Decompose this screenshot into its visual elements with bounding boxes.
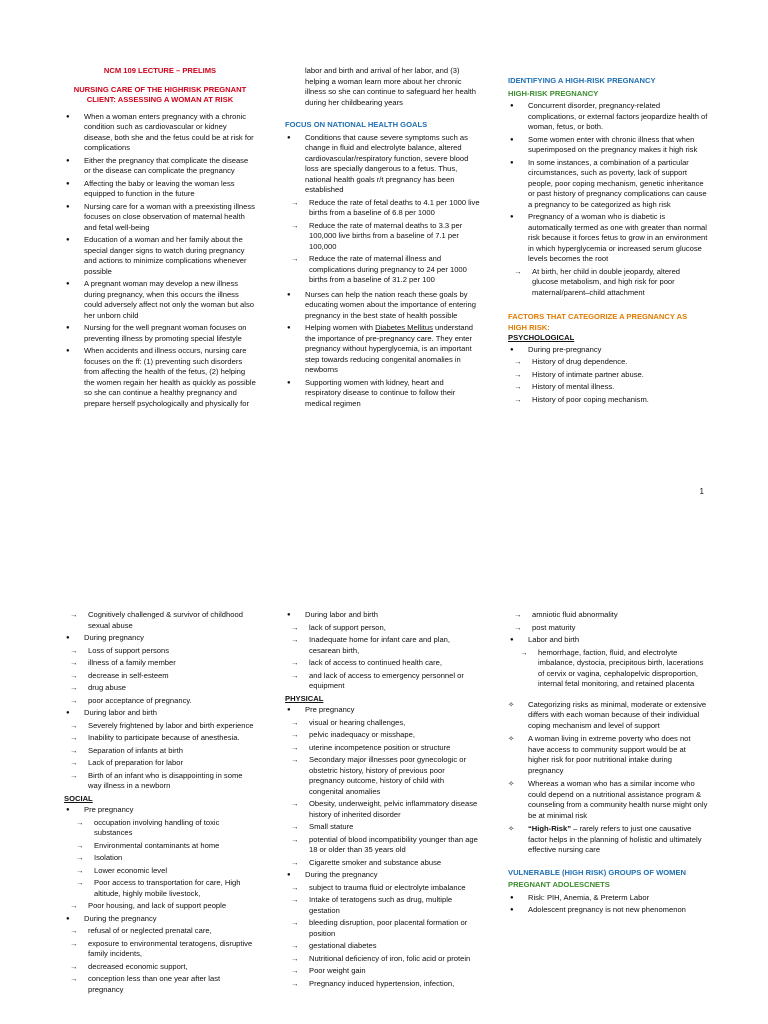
arrow-item: → exposure to environmental teratogens, disruptive family incidents,	[64, 939, 256, 960]
arrow-item: → illness of a family member	[64, 658, 256, 669]
list-item: ● Supporting women with kidney, heart and respiratory disease to continue to follow their medical regimen	[285, 378, 480, 410]
arrow-item: → hemorrhage, faction, fluid, and electrolyte imbalance, dystocia, precipitous birth, lacerations of cervix or vagina, cephalopelvic disproportion, internal fetal monitoring, and retained placenta	[508, 648, 708, 690]
arrow-item: → refusal of or neglected prenatal care,	[64, 926, 256, 937]
arrow-item: → visual or hearing challenges,	[285, 718, 480, 729]
page2-column-3	[508, 610, 708, 918]
arrow-item: → Severely frightened by labor and birth experience	[64, 721, 256, 732]
arrow-item: → History of poor coping mechanism.	[508, 395, 708, 406]
arrow-item: → Cigarette smoker and substance abuse	[285, 858, 480, 869]
arrow-item: → Cognitively challenged & survivor of childhood sexual abuse	[64, 610, 256, 631]
text: – rarely refers to just one causative factor helps in the planning of holistic and ultimately effective nursing care	[528, 824, 702, 854]
arrow-item: → Intake of teratogens such as drug, multiple gestation	[285, 895, 480, 916]
list-item: ● Some women enter with chronic illness that when superimposed on the pregnancy makes it high risk	[508, 135, 708, 156]
social-list	[64, 805, 256, 995]
list-item: ● Pregnancy of a woman who is diabetic is automatically termed as one with greater than normal risk because it forces fetus to grow in an environment in which hyperglycemia or increased serum glucose levels becomes the root	[508, 212, 708, 265]
page2-column-2	[285, 610, 480, 991]
arrow-item: → History of drug dependence.	[508, 357, 708, 368]
adolescent-list	[508, 893, 708, 916]
physical-list	[285, 705, 480, 989]
arrow-item: → and lack of access to emergency personnel or equipment	[285, 671, 480, 692]
page1-column-1	[64, 66, 256, 411]
arrow-item: → pelvic inadequacy or misshape,	[285, 730, 480, 741]
list-item: ● Nurses can help the nation reach these goals by educating women about the importance of entering pregnancy in the best state of health possible	[285, 290, 480, 322]
page2-column-1	[64, 610, 256, 997]
arrow-item: → potential of blood incompatibility younger than age 18 or older than 35 years old	[285, 835, 480, 856]
arrow-item: → bleeding disruption, poor placental formation or position	[285, 918, 480, 939]
high-risk-list	[508, 101, 708, 298]
list-item: ● During labor and birth	[285, 610, 480, 621]
labor-risks-list	[508, 610, 708, 690]
arrow-item: → poor acceptance of pregnancy.	[64, 696, 256, 707]
list-item: ● Conditions that cause severe symptoms such as change in fluid and electrolyte balance, altered cardiovascular/respiratory function, severe blood loss are specially dangerous to a fetus. Thus, national health goals r/t pregnancy has been established	[285, 133, 480, 196]
list-item: ● During the pregnancy	[64, 914, 256, 925]
page1-column-2	[285, 66, 480, 411]
arrow-item: → uterine incompetence position or structure	[285, 743, 480, 754]
arrow-item: → decrease in self-esteem	[64, 671, 256, 682]
arrow-item: → drug abuse	[64, 683, 256, 694]
arrow-item: → Birth of an infant who is disappointing in some way illness in a newborn	[64, 771, 256, 792]
arrow-item: → decreased economic support,	[64, 962, 256, 973]
sub-heading: PSYCHOLOGICAL	[508, 333, 575, 342]
arrow-item: → History of mental illness.	[508, 382, 708, 393]
list-item: ● Pre pregnancy	[64, 805, 256, 816]
list-item: ● Either the pregnancy that complicate the disease or the disease can complicate the pregnancy	[64, 156, 256, 177]
list-item: ● During the pregnancy	[285, 870, 480, 881]
list-item: ● During pregnancy	[64, 633, 256, 644]
text: Helping women with	[305, 323, 376, 332]
sub-heading: SOCIAL	[64, 793, 93, 803]
page-number: 1	[699, 487, 704, 496]
high-risk-term: “High-Risk”	[528, 824, 572, 833]
arrow-item: → Loss of support persons	[64, 646, 256, 657]
list-item: ● Nursing for the well pregnant woman focuses on preventing illness by promoting special lifestyle	[64, 323, 256, 344]
arrow-item: → Poor housing, and lack of support people	[64, 901, 256, 912]
document-page-2	[0, 512, 768, 1024]
section-heading: IDENTIFYING A HIGH-RISK PREGNANCY	[508, 76, 656, 85]
sub-heading: HIGH-RISK PREGNANCY	[508, 88, 599, 98]
arrow-item: → amniotic fluid abnormality	[508, 610, 708, 621]
arrow-item: → Inability to participate because of anesthesia.	[64, 733, 256, 744]
list-item: ● When accidents and illness occurs, nursing care focuses on the ff: (1) preventing such disorders from affecting the health of the fetus, (2) helping the women regain her health as quickly as possible so she can continue a healthy pregnancy and prepare herself psychologically and physically for	[64, 346, 256, 409]
risk-notes-list	[508, 700, 708, 856]
list-item: ● Labor and birth	[508, 635, 708, 646]
arrow-item: → Reduce the rate of fetal deaths to 4.1 per 1000 live births from a baseline of 6.8 per 1000	[285, 198, 480, 219]
arrow-item: → Small stature	[285, 822, 480, 833]
arrow-item: → Reduce the rate of maternal deaths to 3.3 per 100,000 live births from a baseline of 7.1 per 100,000	[285, 221, 480, 253]
list-item: ● Adolescent pregnancy is not new phenomenon	[508, 905, 708, 916]
continued-text: labor and birth and arrival of her labor, and (3) helping a woman learn more about her chronic illness so she can continue to safeguard her health during her childbearing years	[305, 66, 476, 107]
list-item: ● During labor and birth	[64, 708, 256, 719]
arrow-item: → post maturity	[508, 623, 708, 634]
arrow-item: → Reduce the rate of maternal illness and complications during pregnancy to 24 per 1000 births from a baseline of 31.2 per 100	[285, 254, 480, 286]
section-heading: FACTORS THAT CATEGORIZE A PREGNANCY AS HIGH RISK:	[508, 312, 688, 332]
psych-continued-list	[64, 610, 256, 792]
section-title: NURSING CARE OF THE HIGHRISK PREGNANT CLIENT: ASSESSING A WOMAN AT RISK	[73, 84, 247, 104]
list-item: ● In some instances, a combination of a particular circumstances, such as poverty, lack of support people, poor coping mechanism, genetic inheritance or past history of pregnancy complications can cause a pregnancy to be categorized as high risk	[508, 158, 708, 211]
arrow-item: → lack of access to continued health care,	[285, 658, 480, 669]
arrow-item: → Obesity, underweight, pelvic inflammatory disease history of inherited disorder	[285, 799, 480, 820]
arrow-item: → At birth, her child in double jeopardy, altered glucose metabolism, and high risk for poor maternal/parent–child attachment	[508, 267, 708, 299]
sub-heading: PREGNANT ADOLESCNETS	[508, 880, 610, 889]
arrow-item: → Inadequate home for infant care and plan, cesarean birth,	[285, 635, 480, 656]
arrow-item: → Lack of preparation for labor	[64, 758, 256, 769]
arrow-item: → Nutritional deficiency of iron, folic acid or protein	[285, 954, 480, 965]
sub-heading: PHYSICAL	[285, 693, 324, 703]
arrow-item: → Secondary major illnesses poor gynecologic or obstetric history, history of previous poor pregnancy outcome, history of child with congenital anomalies	[285, 755, 480, 797]
list-item: ● Affecting the baby or leaving the woman less equipped to function in the future	[64, 179, 256, 200]
arrow-item: → Pregnancy induced hypertension, infection,	[285, 979, 480, 990]
section-heading: VULNERABLE (HIGH RISK) GROUPS OF WOMEN	[508, 867, 687, 877]
arrow-item: → Separation of infants at birth	[64, 746, 256, 757]
goals-list	[285, 133, 480, 410]
arrow-item: → History of intimate partner abuse.	[508, 370, 708, 381]
arrow-item: → lack of support person,	[285, 623, 480, 634]
arrow-item: → Poor weight gain	[285, 966, 480, 977]
intro-list	[64, 112, 256, 410]
diamond-item: ✧ Whereas a woman who has a similar income who could depend on a nutritional assistance program & counseling from a community health nurse might only be at minimal risk	[508, 779, 708, 821]
psych-list	[508, 345, 708, 406]
arrow-item: → Environmental contaminants at home	[64, 841, 256, 852]
lecture-title: NCM 109 LECTURE – PRELIMS	[103, 66, 217, 75]
list-item: ● A pregnant woman may develop a new illness during pregnancy, when this occurs the illness could adversely affect not only the woman but also her unborn child	[64, 279, 256, 321]
list-item: ● When a woman enters pregnancy with a chronic condition such as cardiovascular or kidney disease, both she and the fetus could be at risk for complications	[64, 112, 256, 154]
underlined-term: Diabetes Mellitus	[375, 323, 433, 332]
list-item: ● Education of a woman and her family about the special danger signs to watch during pregnancy and actions to minimize complications whenever possible	[64, 235, 256, 277]
list-item: ● Pre pregnancy	[285, 705, 480, 716]
diamond-item: ✧ A woman living in extreme poverty who does not have access to community support would be at higher risk for poor nutritional intake during pregnancy	[508, 734, 708, 776]
list-item: ● During pre-pregnancy	[508, 345, 708, 356]
labor-list	[285, 610, 480, 692]
diamond-item	[508, 824, 708, 856]
diamond-item: ✧ Categorizing risks as minimal, moderate or extensive differs with each woman because of their individual coping mechanism and level of support	[508, 700, 708, 732]
arrow-item: → gestational diabetes	[285, 941, 480, 952]
arrow-item: → occupation involving handling of toxic substances	[64, 818, 256, 839]
list-item	[285, 323, 480, 376]
list-item: ● Nursing care for a woman with a preexisting illness focuses on close observation of maternal health and fetal well-being	[64, 202, 256, 234]
arrow-item: → Isolation	[64, 853, 256, 864]
text: understand the importance of pre-pregnancy care. They enter pregnancy without hyperglycemia, is an important step towards reducing congenital anomalies in newborns	[305, 323, 474, 374]
list-item: ● Risk: PIH, Anemia, & Preterm Labor	[508, 893, 708, 904]
arrow-item: → conception less than one year after last pregnancy	[64, 974, 256, 995]
arrow-item: → Poor access to transportation for care, High altitude, highly mobile livestock,	[64, 878, 256, 899]
section-heading: FOCUS ON NATIONAL HEALTH GOALS	[285, 120, 428, 129]
arrow-item: → subject to trauma fluid or electrolyte imbalance	[285, 883, 480, 894]
page1-column-3	[508, 76, 708, 407]
list-item: ● Concurrent disorder, pregnancy-related complications, or external factors jeopardize health of woman, fetus, or both.	[508, 101, 708, 133]
arrow-item: → Lower economic level	[64, 866, 256, 877]
